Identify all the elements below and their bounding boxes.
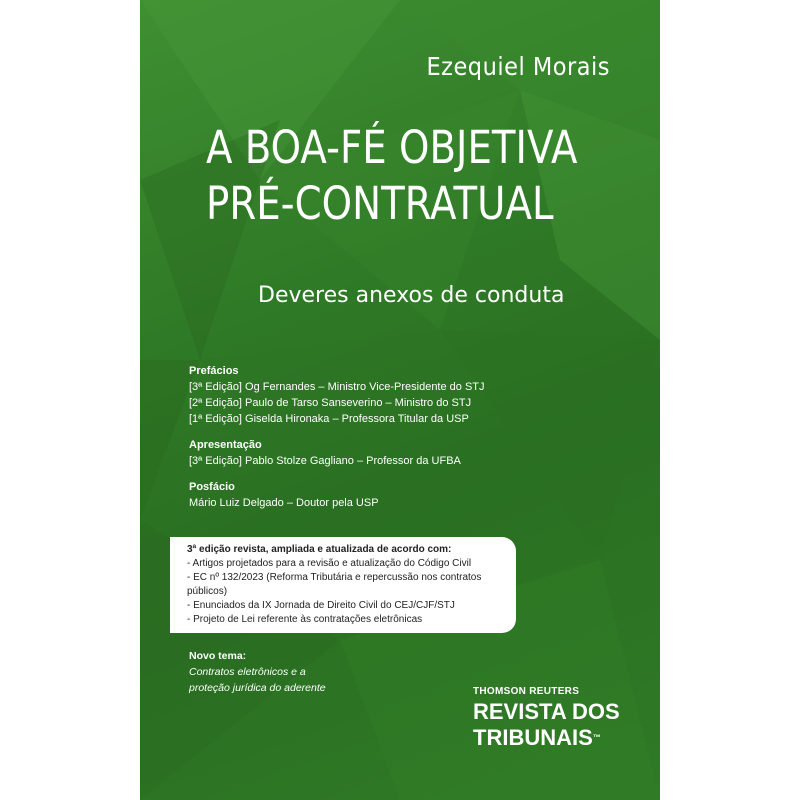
- publisher-name-text: TRIBUNAIS: [473, 725, 593, 750]
- title-line-2: PRÉ-CONTRATUAL: [206, 177, 554, 230]
- prefacio-item: [1ª Edição] Giselda Hironaka – Professora Titular da USP: [189, 413, 469, 425]
- edition-info-item: - Artigos projetados para a revisão e atualização do Código Civil: [187, 558, 472, 569]
- edition-info-item: - EC nº 132/2023 (Reforma Tributária e repercussão nos contratos públicos): [187, 572, 482, 597]
- title-line-1: A BOA-FÉ OBJETIVA: [206, 121, 578, 174]
- new-theme-block: [189, 648, 326, 696]
- prefacios-heading: Prefácios: [189, 365, 239, 377]
- author-name: Ezequiel Morais: [426, 52, 610, 81]
- book-cover: [140, 0, 660, 800]
- trademark-symbol: ™: [592, 733, 601, 742]
- edition-info-item: - Enunciados da IX Jornada de Direito Civil do CEJ/CJF/STJ: [187, 600, 455, 611]
- publisher-logo: [473, 686, 620, 749]
- book-subtitle: Deveres anexos de conduta: [258, 283, 565, 308]
- edition-info-item: - Projeto de Lei referente às contratações eletrônicas: [187, 614, 423, 625]
- book-title: [206, 120, 584, 232]
- credits-block: [189, 363, 485, 511]
- posfacio-heading: Posfácio: [189, 481, 235, 493]
- publisher-name-line-2: [473, 727, 620, 749]
- new-theme-line: proteção jurídica do aderente: [189, 682, 326, 694]
- posfacio-item: Mário Luiz Delgado – Doutor pela USP: [189, 497, 379, 509]
- edition-info-heading: 3ª edição revista, ampliada e atualizada de acordo com:: [187, 544, 452, 555]
- edition-info-box: [170, 537, 516, 633]
- prefacio-item: [3ª Edição] Og Fernandes – Ministro Vice-Presidente do STJ: [189, 381, 485, 393]
- new-theme-heading: Novo tema:: [189, 650, 247, 662]
- prefacio-item: [2ª Edição] Paulo de Tarso Sanseverino – Ministro do STJ: [189, 397, 472, 409]
- apresentacao-heading: Apresentação: [189, 439, 262, 451]
- publisher-name-line-1: REVISTA DOS: [473, 699, 620, 724]
- apresentacao-item: [3ª Edição] Pablo Stolze Gagliano – Professor da UFBA: [189, 455, 461, 467]
- publisher-parent: THOMSON REUTERS: [473, 686, 580, 697]
- new-theme-line: Contratos eletrônicos e a: [189, 666, 306, 678]
